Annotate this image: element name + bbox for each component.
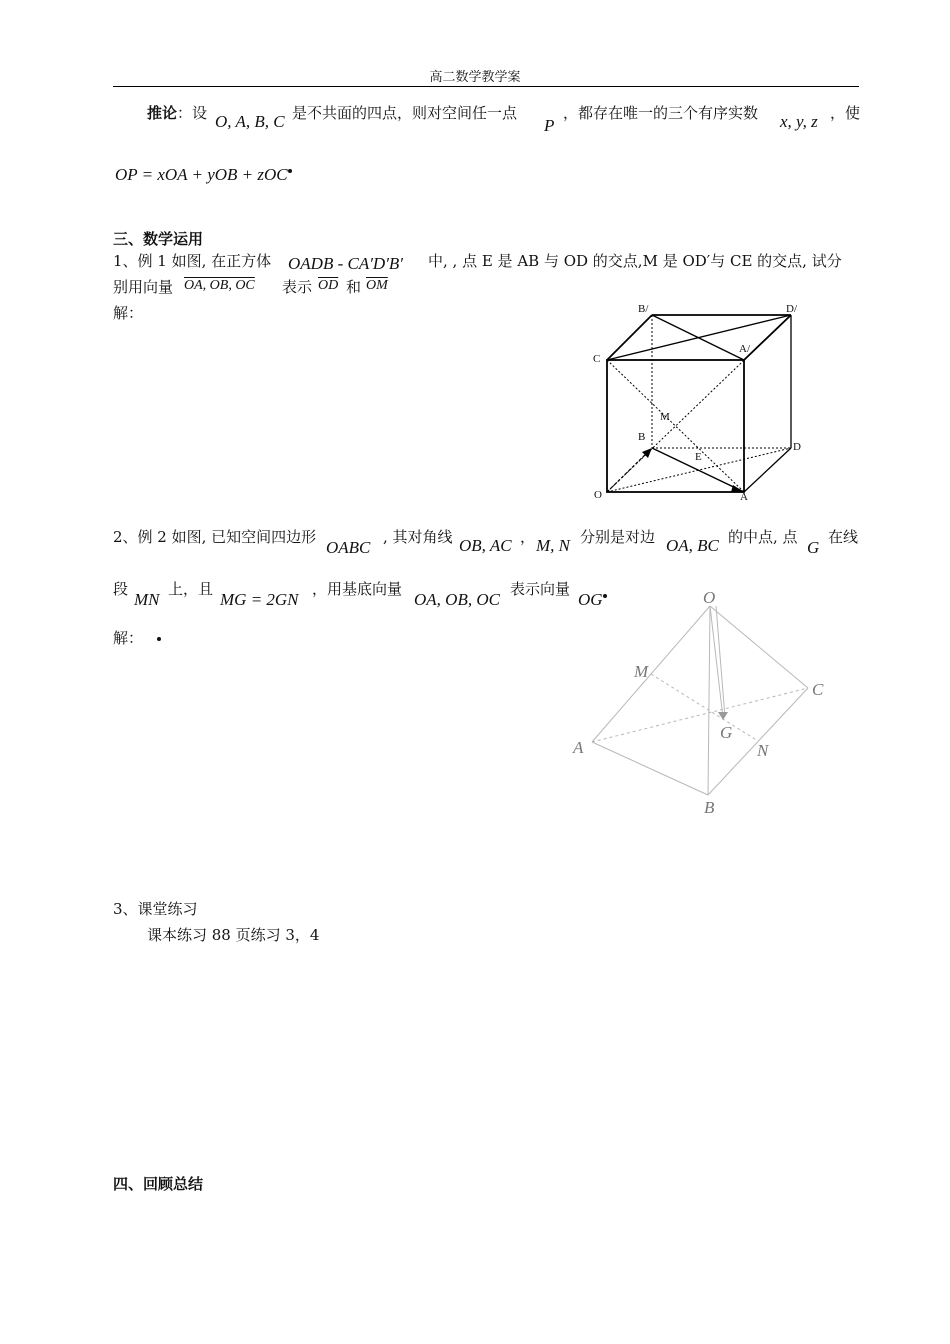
cube-label-c: C [593,353,601,365]
ex2-g: G [807,538,820,557]
ex3-content: 课本练习 88 页练习 3，4 [147,926,320,944]
ex2-solution-dot [157,637,161,641]
ex2-sides: OA, BC [666,536,719,555]
corollary-formula [115,165,292,185]
ex2-text-5: 段 [113,580,129,598]
ex2-mn: M, N [536,536,570,555]
tetra-label-g: G [720,723,733,742]
ex2-basis: OA, OB, OC [414,590,500,609]
cube-label-o: O [594,489,602,501]
ex2-target-text: OG [578,590,603,609]
ex2-solution-label [113,627,161,648]
corollary-point-p: P [544,116,555,135]
ex2-text-4: 在线 [828,528,859,546]
ex2-solution-text: 解： [113,629,144,647]
ex1-cube-name: OADB - CA′D′B′ [288,254,404,273]
cube-label-b: B [638,431,646,443]
tetra-label-a: A [573,738,584,757]
cube-label-d: D [793,441,801,453]
corollary-text-3: ，使 [830,104,861,122]
section3-title: 三、数学运用 [113,230,204,248]
cube-figure [585,295,815,505]
cube-label-a-prime: A/ [739,343,750,355]
ex2-text-1: , 其对角线 [383,528,453,546]
ex3-title: 3、课堂练习 [113,900,198,918]
tetra-label-n: N [757,741,769,760]
ex2-text-6: 上，且 [168,580,214,598]
tetrahedron-figure [565,585,835,820]
ex1-vec-od: $\overline{OD}$ [318,278,339,293]
ex1-solution-label: 解： [113,304,144,322]
cube-label-d-prime: D/ [786,303,797,315]
formula-text: OP = xOA + yOB + zOC [115,165,288,184]
cube-label-b-prime: B/ [638,303,649,315]
formula-period-dot [288,169,292,173]
tetra-label-b: B [704,798,715,817]
corollary-reals: x, y, z [780,112,818,131]
ex1-text-3: 表示 [282,278,313,296]
corollary-text-2: ，都存在唯一的三个有序实数 [563,104,759,122]
ex2-comma: ， [520,528,536,546]
ex2-text-7: ，用基底向量 [312,580,403,598]
section4-title: 四、回顾总结 [113,1175,204,1193]
ex1-prefix: 1、例 1 如图, 在正方体 [113,252,272,270]
ex2-seg: MN [134,590,160,609]
cube-label-m: M [660,411,670,423]
cube-label-a: A [740,491,748,503]
ex1-and: 和 [346,278,362,296]
cube-label-e: E [695,451,702,463]
ex1-text-1: 中, , 点 E 是 AB 与 OD 的交点,M 是 OD′与 CE 的交点, 试分 [428,252,842,270]
ex1-vectors: OA, OB, OC [184,278,255,293]
corollary-points: O, A, B, C [215,112,285,131]
header-divider [113,86,859,87]
corollary-line-1 [147,102,207,123]
tetra-label-o: O [703,588,716,607]
tetra-label-m: M [634,662,649,681]
ex2-quad: OABC [326,538,371,557]
ex1-text-2: 别用向量 [113,278,174,296]
ex1-vec-om: $\overline{OM}$ [366,278,388,293]
page-header-title: 高二数学教学案 [429,70,521,85]
tetra-label-c: C [812,680,824,699]
corollary-text-1: 是不共面的四点，则对空间任一点 [292,104,518,122]
corollary-colon: ：设 [177,104,208,122]
ex2-text-8: 表示向量 [510,580,571,598]
ex2-relation: MG = 2GN [220,590,299,609]
ex2-text-2: 分别是对边 [580,528,656,546]
ex2-prefix: 2、例 2 如图, 已知空间四边形 [113,528,317,546]
ex2-text-3: 的中点, 点 [728,528,798,546]
ex2-diags: OB, AC [459,536,512,555]
corollary-label: 推论 [147,104,178,122]
